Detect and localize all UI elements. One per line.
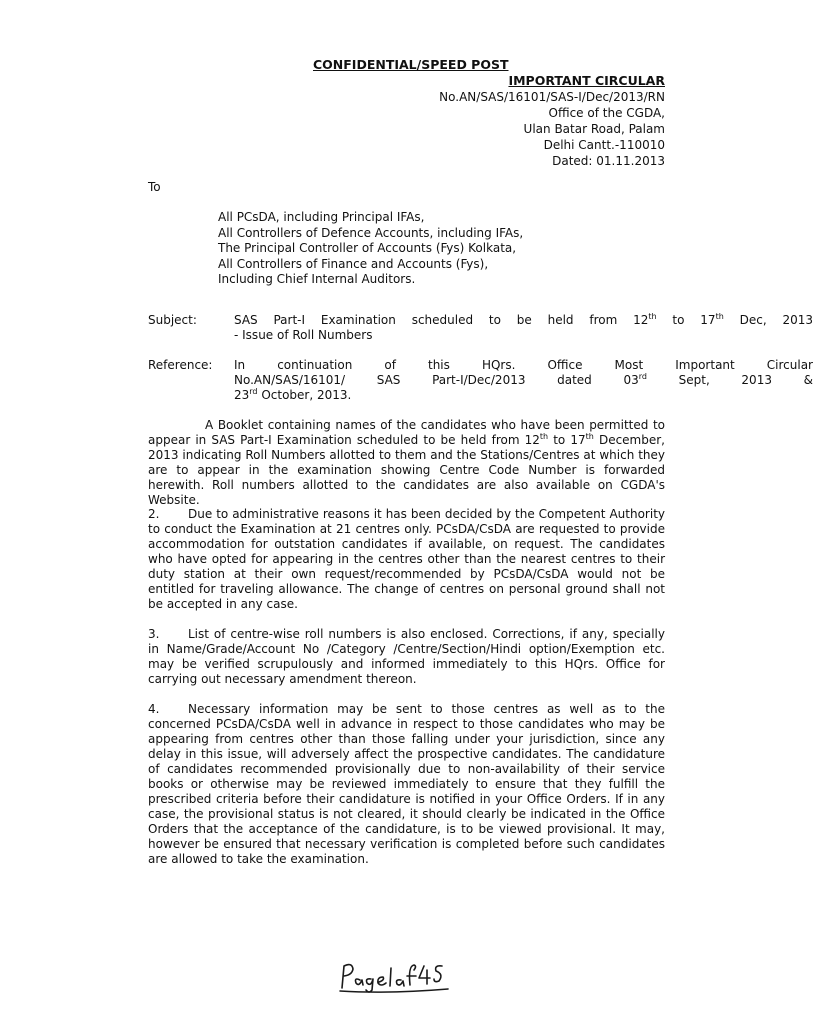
classification-heading: CONFIDENTIAL/SPEED POST [313, 57, 509, 72]
superscript: rd [249, 387, 258, 396]
reference-text [234, 358, 813, 403]
addressee-list [218, 210, 523, 288]
paragraph-text: Due to administrative reasons it has been decided by the Competent Authority to conduct the Examination at 21 centres only. PCsDA/CsDA are requested to provide accommodation for outstation candidates if available, on request. The candidates who have opted for appearing in the centres other than the nearest centres to their duty station at their own request/recommended by PCsDA/CsDA would not be entitled for traveling allowance. The change of centres on personal ground shall not be accepted in any case. [148, 507, 665, 611]
handwritten-page-note-drawing [338, 958, 458, 994]
paragraph-text: December, 2013 indicating Roll Numbers allotted to them and the Stations/Centres at which they are to appear in the examination showing Centre Code Number is forwarded herewith. Roll numbers allotted to the candidates are also available on CGDA's Website. [148, 433, 665, 507]
paragraph-text: to 17 [548, 433, 586, 447]
reference-text-part: 23 [234, 388, 250, 402]
addressee-line: All Controllers of Defence Accounts, including IFAs, [218, 225, 524, 240]
paragraph-3 [148, 627, 665, 687]
superscript: th [539, 432, 549, 441]
subject-line-2: - Issue of Roll Numbers [234, 328, 373, 342]
paragraph-text: List of centre-wise roll numbers is also enclosed. Corrections, if any, specially in Name/Grade/Account No /Category /Centre/Section/Hindi option/Exemption etc. may be verified scrupulously and informed immediately to this HQrs. Office for carrying out necessary amendment thereon. [148, 627, 665, 686]
superscript: th [648, 312, 657, 321]
superscript: rd [638, 372, 647, 381]
circular-number: No.AN/SAS/16101/SAS-I/Dec/2013/RN [439, 90, 665, 104]
reference-text-part: Sept, 2013 & [646, 373, 813, 387]
paragraph-number: 2. [148, 507, 160, 521]
reference-line-2 [234, 373, 813, 388]
subject-text-part: to 17 [656, 313, 716, 327]
circular-date: Dated: 01.11.2013 [552, 154, 665, 168]
office-name: Office of the CGDA, [548, 106, 665, 120]
superscript: th [585, 432, 594, 441]
addressee-line: The Principal Controller of Accounts (Fys) Kolkata, [218, 241, 517, 255]
office-address-line-1: Ulan Batar Road, Palam [523, 122, 665, 136]
office-address-line-2: Delhi Cantt.-110010 [543, 138, 665, 152]
paragraph-2 [148, 507, 665, 612]
reference-label: Reference: [148, 358, 213, 372]
paragraph-1 [148, 418, 665, 508]
reference-line-1: In continuation of this HQrs. Office Most Important Circular [234, 358, 813, 372]
paragraph-4 [148, 702, 665, 867]
paragraph-number: 4. [148, 702, 160, 716]
addressee-line: Including Chief Internal Auditors. [218, 272, 416, 286]
superscript: th [715, 312, 724, 321]
subject-label: Subject: [148, 313, 197, 327]
subject-line-1 [234, 313, 813, 328]
addressee-line: All PCsDA, including Principal IFAs, [218, 210, 425, 224]
reference-text-part: October, 2013. [257, 388, 352, 402]
paragraph-text: A Booklet containing names of the candidates who have been permitted to appear in SAS Part-I Examination scheduled to be held from 12 [148, 418, 665, 447]
reference-text-part: No.AN/SAS/16101/ SAS Part-I/Dec/2013 dated 03 [234, 373, 639, 387]
addressee-line: All Controllers of Finance and Accounts (Fys), [218, 256, 489, 271]
circular-header [439, 73, 665, 169]
reference-line-3 [234, 388, 813, 403]
paragraph-text: Necessary information may be sent to those centres as well as to the concerned PCsDA/CsDA well in advance in respect to those candidates who may be appearing from centres other than those falling under your jurisdiction, since any delay in this issue, will adversely affect the prospective candidates. The candidature of candidates recommended provisionally due to non-availability of their service books or otherwise may be reviewed immediately to ensure that they fulfill the prescribed criteria before their candidature is notified in your Office Orders. If in any case, the provisional status is not cleared, it should clearly be indicated in the Office Orders that the acceptance of the candidature, is to be viewed provisional. It may, however be ensured that necessary verification is completed before such candidates are allowed to take the examination. [148, 702, 665, 866]
to-label: To [148, 180, 161, 194]
subject-text-part: SAS Part-I Examination scheduled to be held from 12 [234, 313, 649, 327]
subject-text [234, 313, 813, 343]
handwritten-page-number [338, 958, 458, 998]
subject-text-part: Dec, 2013 [723, 313, 813, 327]
paragraph-number: 3. [148, 627, 160, 641]
important-circular-heading: IMPORTANT CIRCULAR [508, 73, 665, 88]
